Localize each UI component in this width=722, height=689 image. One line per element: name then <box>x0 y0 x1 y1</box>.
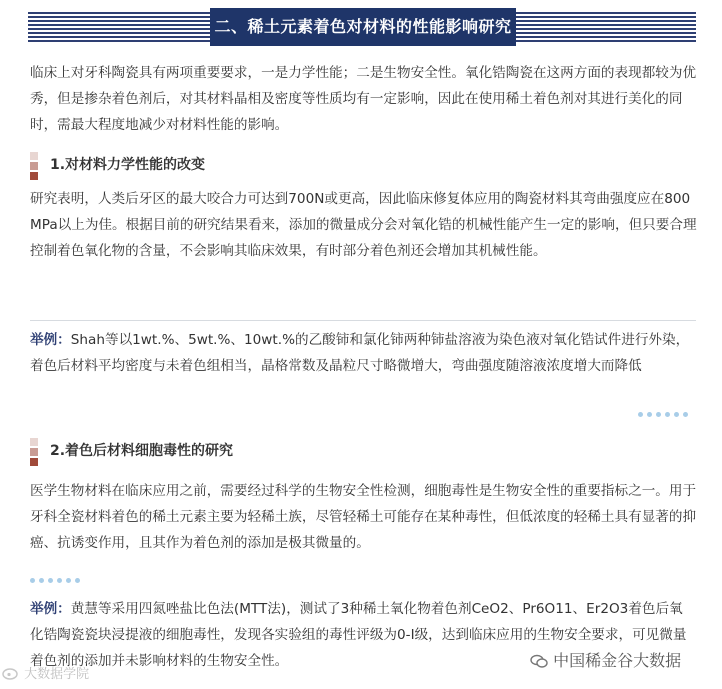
section1-example <box>30 320 696 379</box>
section-header-title: 二、稀土元素着色对材料的性能影响研究 <box>210 8 516 46</box>
divider-dots <box>30 578 80 584</box>
section1-title: 1.对材料力学性能的改变 <box>50 157 206 173</box>
example-label: 举例： <box>30 601 71 617</box>
example-text: Shah等以1wt.%、5wt.%、10wt.%的乙酸铈和氯化铈两种铈盐溶液为染色液对氧化锆试件进行外染，着色后材料平均密度与未着色组相当，晶格常数及晶粒尺寸略微增大，弯曲强度随溶液浓度增大而降低 <box>30 332 690 374</box>
intro-paragraph: 临床上对牙科陶瓷具有两项重要要求，一是力学性能；二是生物安全性。氧化锆陶瓷在这两方面的表现都较为优秀，但是掺杂着色剂后，对其材料晶相及密度等性质均有一定影响，因此在使用稀土着色剂对其进行美化的同时，需最大程度地减少对材料性能的影响。 <box>30 65 697 133</box>
example-text: 黄慧等采用四氮唑盐比色法(MTT法)，测试了3种稀土氧化物着色剂CeO2、Pr6O11、Er2O3着色后氧化锆陶瓷瓷块浸提液的细胞毒性，发现各实验组的毒性评级为0-I级，达到临床应用的生物安全要求，可见微量着色剂的添加并未影响材料的生物安全性。 <box>30 601 687 669</box>
section1-heading <box>30 152 430 180</box>
example-label: 举例： <box>30 332 71 348</box>
wechat-icon <box>530 654 548 668</box>
heading-square-icon <box>30 448 38 456</box>
section2-body: 医学生物材料在临床应用之前，需要经过科学的生物安全性检测，细胞毒性是生物安全性的重要指标之一。用于牙科全瓷材料着色的稀土元素主要为轻稀土族，尽管轻稀土可能存在某种毒性，但低浓度的轻稀土具有显著的抑癌、抗诱变作用，且其作为着色剂的添加是极其微量的。 <box>30 483 697 551</box>
watermark-left: 大数据学院 <box>2 663 89 682</box>
section2-title: 2.着色后材料细胞毒性的研究 <box>50 443 234 459</box>
section2-heading <box>30 438 430 466</box>
heading-square-icon <box>30 152 38 160</box>
section1-body: 研究表明，人类后牙区的最大咬合力可达到700N或更高，因此临床修复体应用的陶瓷材料其弯曲强度应在800MPa以上为佳。根据目前的研究结果看来，添加的微量成分会对氧化锆的机械性能产生一定的影响，但只要合理控制着色氧化物的含量，不会影响其临床效果，有时部分着色剂还会增加其机械性能。 <box>30 191 697 259</box>
heading-square-icon <box>30 162 38 170</box>
weibo-icon <box>2 666 20 680</box>
section1-example-text <box>30 321 696 379</box>
watermark-right: 中国稀金谷大数据 <box>530 648 681 671</box>
heading-square-icon <box>30 172 38 180</box>
heading-square-icon <box>30 438 38 446</box>
divider-dots <box>638 412 688 418</box>
heading-square-icon <box>30 458 38 466</box>
